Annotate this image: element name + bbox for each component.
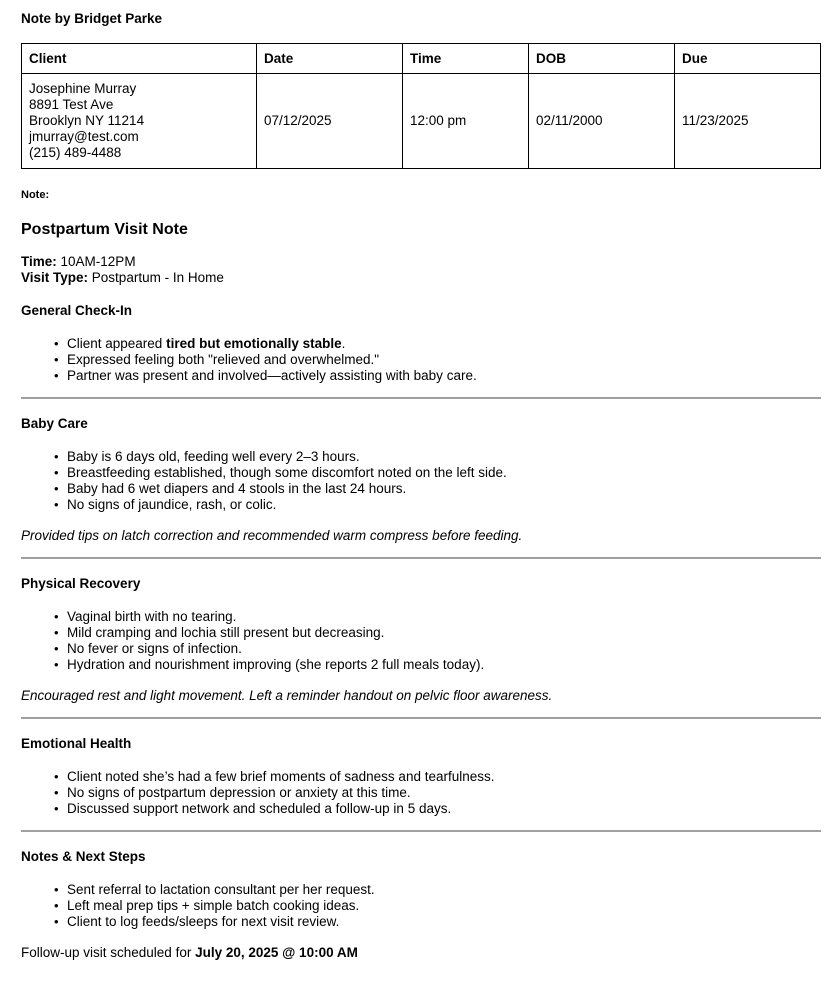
- list-item: • Vaginal birth with no tearing.: [67, 609, 821, 625]
- follow-up-datetime: July 20, 2025 @ 10:00 AM: [195, 945, 358, 960]
- list-item: • Mild cramping and lochia still present but decreasing.: [67, 625, 821, 641]
- list-item: • Hydration and nourishment improving (she reports 2 full meals today).: [67, 657, 821, 673]
- list-item-emphasis: tired but emotionally stable: [166, 336, 342, 351]
- visit-time-value: 10AM-12PM: [60, 254, 136, 269]
- date-cell: 07/12/2025: [257, 74, 403, 169]
- section-divider: [21, 397, 821, 399]
- header-time: Time: [403, 44, 529, 74]
- client-address-line1: 8891 Test Ave: [29, 97, 114, 112]
- list-item: • Expressed feeling both "relieved and overwhelmed.": [67, 352, 821, 368]
- visit-type-value: Postpartum - In Home: [91, 270, 224, 285]
- list-item: [67, 336, 821, 352]
- list-item: • Baby had 6 wet diapers and 4 stools in the last 24 hours.: [67, 481, 821, 497]
- list-item: • Sent referral to lactation consultant per her request.: [67, 882, 821, 898]
- note-title: Postpartum Visit Note: [21, 221, 188, 238]
- section-heading: Notes & Next Steps: [21, 849, 146, 864]
- section-divider: [21, 830, 821, 832]
- table-header-row: [22, 44, 821, 74]
- section-general-check-in: [21, 303, 821, 384]
- header-client: Client: [22, 44, 257, 74]
- header-date: Date: [257, 44, 403, 74]
- bullet-list: [21, 336, 821, 384]
- section-note: Encouraged rest and light movement. Left a reminder handout on pelvic floor awareness.: [21, 688, 553, 703]
- section-physical-recovery: [21, 576, 821, 704]
- dob-cell: 02/11/2000: [529, 74, 675, 169]
- section-heading: Physical Recovery: [21, 576, 141, 591]
- list-item-text: .: [341, 336, 346, 351]
- note-label: Note:: [21, 189, 50, 201]
- visit-meta: [21, 254, 821, 286]
- visit-time-label: Time:: [21, 254, 57, 269]
- note-body: [21, 220, 821, 961]
- header-due: Due: [675, 44, 821, 74]
- section-next-steps: [21, 849, 821, 930]
- list-item: • Client to log feeds/sleeps for next visit review.: [67, 914, 821, 930]
- client-address-line2: Brooklyn NY 11214: [29, 113, 145, 128]
- visit-time: [21, 254, 821, 270]
- list-item: • Discussed support network and scheduled a follow-up in 5 days.: [67, 801, 821, 817]
- bullet-list: [21, 449, 821, 513]
- note-author: Note by Bridget Parke: [21, 11, 163, 26]
- list-item: • No signs of jaundice, rash, or colic.: [67, 497, 821, 513]
- list-item: • No fever or signs of infection.: [67, 641, 821, 657]
- time-cell: 12:00 pm: [403, 74, 529, 169]
- list-item-text: Client appeared: [67, 336, 167, 351]
- section-heading: Baby Care: [21, 416, 88, 431]
- header-dob: DOB: [529, 44, 675, 74]
- due-cell: 11/23/2025: [675, 74, 821, 169]
- client-name: Josephine Murray: [29, 81, 137, 96]
- list-item: • Baby is 6 days old, feeding well every 2–3 hours.: [67, 449, 821, 465]
- section-note: Provided tips on latch correction and recommended warm compress before feeding.: [21, 528, 523, 543]
- section-divider: [21, 557, 821, 559]
- section-heading: General Check-In: [21, 303, 133, 318]
- list-item: • Client noted she’s had a few brief moments of sadness and tearfulness.: [67, 769, 821, 785]
- section-baby-care: [21, 416, 821, 544]
- visit-type-label: Visit Type:: [21, 270, 89, 285]
- follow-up-text: Follow-up visit scheduled for: [21, 945, 196, 960]
- visit-type: [21, 270, 821, 286]
- client-email: jmurray@test.com: [29, 129, 139, 144]
- client-cell: [22, 74, 257, 169]
- bullet-list: [21, 609, 821, 673]
- section-heading: Emotional Health: [21, 736, 132, 751]
- client-info-table: [21, 43, 821, 169]
- section-divider: [21, 717, 821, 719]
- client-phone: (215) 489-4488: [29, 145, 122, 160]
- table-row: [22, 74, 821, 169]
- bullet-list: [21, 882, 821, 930]
- bullet-list: [21, 769, 821, 817]
- section-emotional-health: [21, 736, 821, 817]
- list-item: • Partner was present and involved—actively assisting with baby care.: [67, 368, 821, 384]
- list-item: • Left meal prep tips + simple batch cooking ideas.: [67, 898, 821, 914]
- follow-up-line: [21, 945, 821, 961]
- list-item: • No signs of postpartum depression or anxiety at this time.: [67, 785, 821, 801]
- list-item: • Breastfeeding established, though some discomfort noted on the left side.: [67, 465, 821, 481]
